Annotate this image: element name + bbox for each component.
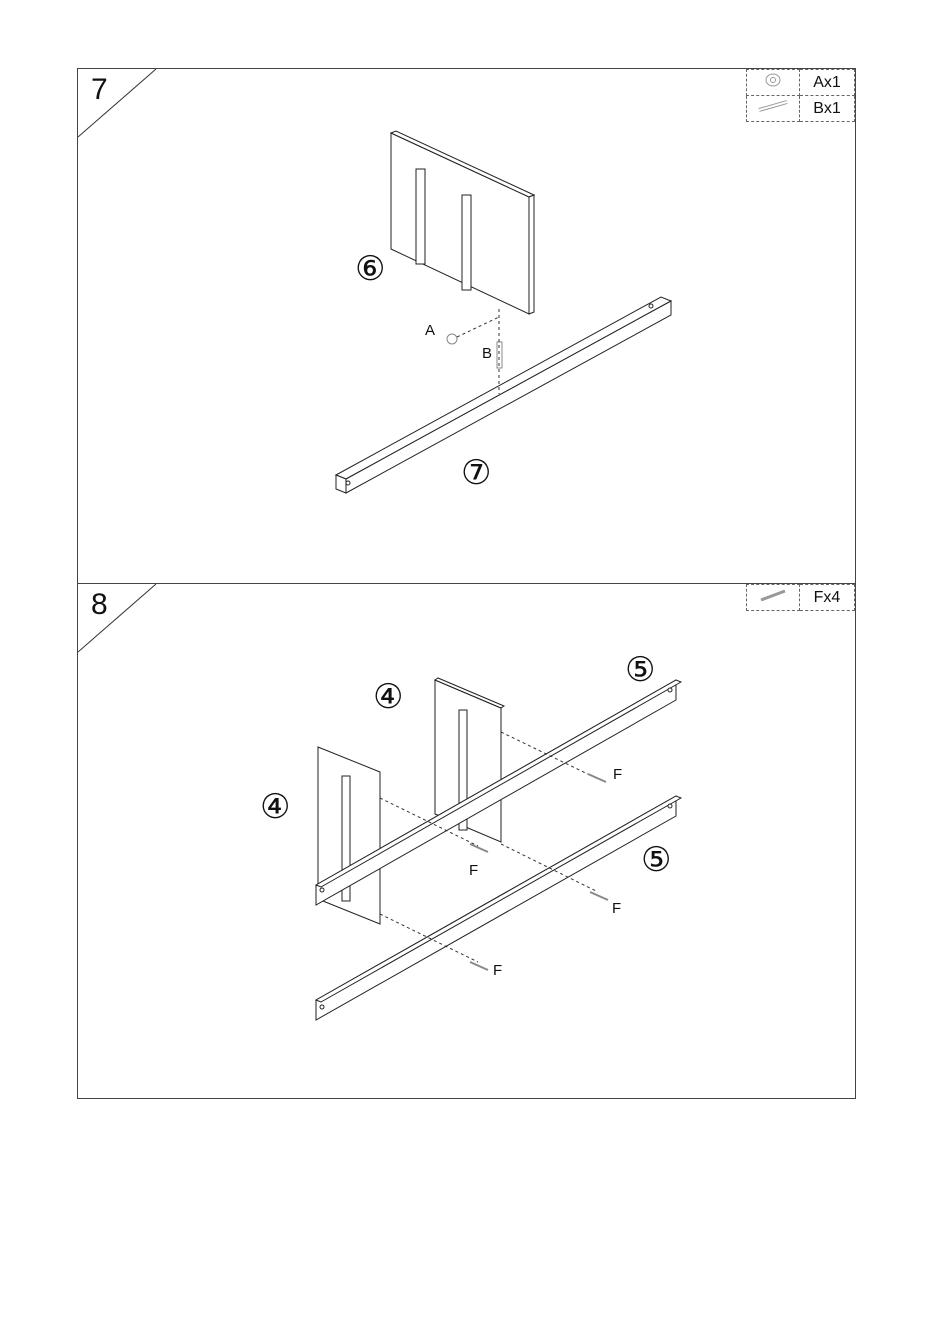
- cam-lock-A: [447, 334, 457, 344]
- bolt-hole: [346, 481, 350, 485]
- screw-F: [590, 892, 608, 900]
- hardware-label-B: B: [482, 345, 493, 362]
- hardware-label-F: F: [612, 900, 622, 917]
- component-label-4: ④: [260, 788, 291, 826]
- side-panel-6-edge: [529, 195, 534, 314]
- step-number: 8: [91, 588, 108, 621]
- hardware-label-F: F: [469, 862, 479, 879]
- component-label-4: ④: [373, 678, 404, 716]
- step-8-panel: [77, 583, 856, 1099]
- part-qty: Ax1: [800, 70, 855, 96]
- part-qty: Fx4: [800, 585, 855, 611]
- step-number: 7: [91, 73, 108, 106]
- panel-rail: [462, 195, 471, 290]
- step-7-panel: [77, 68, 856, 584]
- bed-rail-7-face: [346, 301, 671, 493]
- panel-rail: [416, 169, 425, 264]
- bolt-hole: [649, 304, 653, 308]
- hardware-label-F: F: [613, 766, 623, 783]
- step-8-drawing: [78, 584, 855, 1098]
- component-label-5: ⑤: [625, 651, 656, 689]
- screw-F: [470, 962, 488, 970]
- component-label-6: ⑥: [355, 250, 386, 288]
- hardware-label-F: F: [493, 962, 503, 979]
- screw-F: [588, 774, 606, 782]
- step-7-drawing: [78, 69, 855, 583]
- component-label-5: ⑤: [641, 841, 672, 879]
- component-label-7: ⑦: [461, 454, 492, 492]
- screw-F: [470, 844, 488, 852]
- bed-rail-7: [336, 297, 671, 479]
- hardware-label-A: A: [425, 322, 436, 339]
- part-qty: Bx1: [800, 96, 855, 122]
